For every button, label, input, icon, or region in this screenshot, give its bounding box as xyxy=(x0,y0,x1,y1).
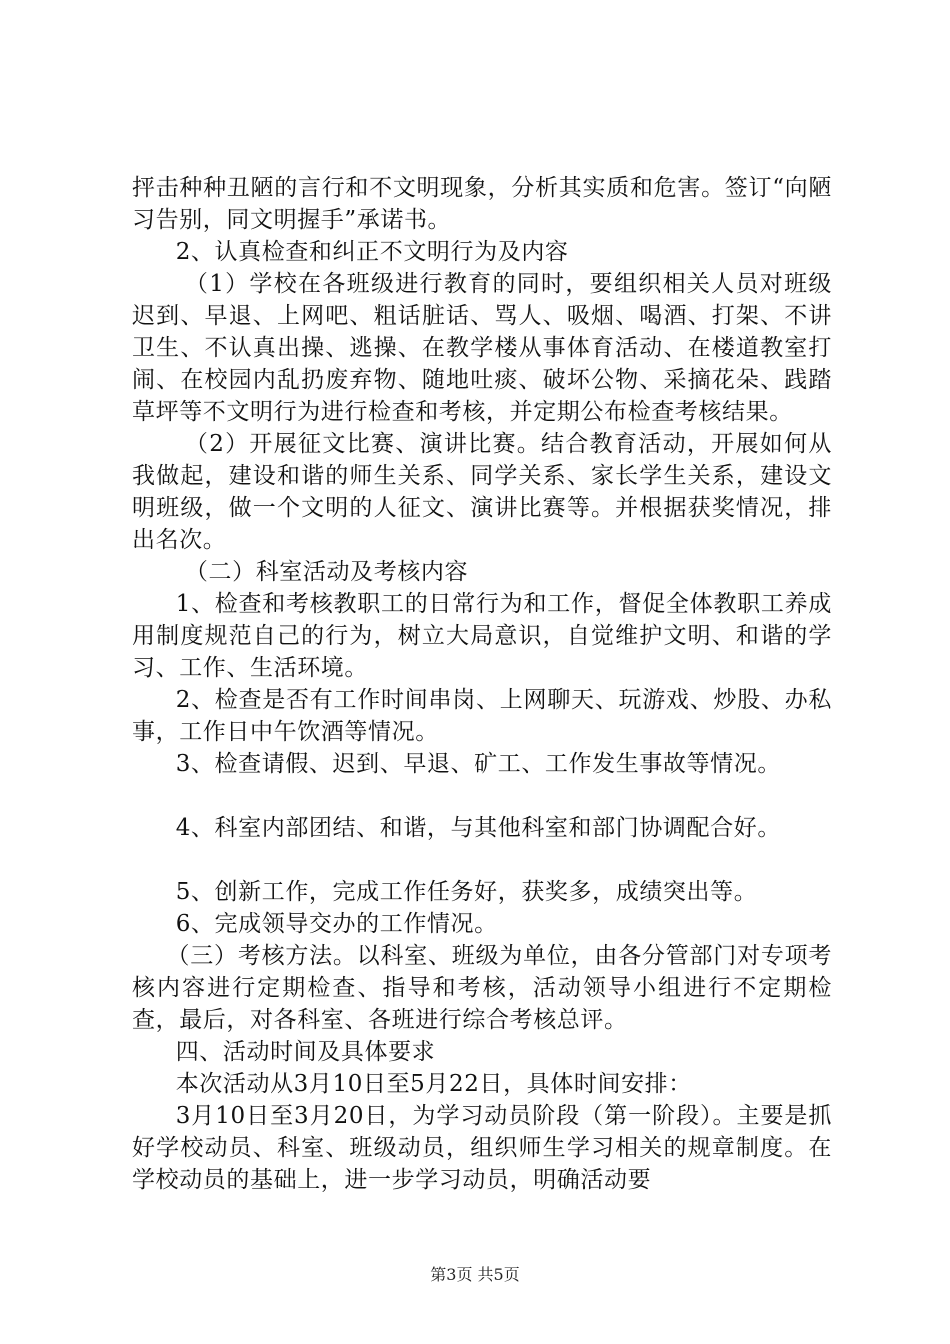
paragraph-14: 本次活动从3月10日至5月22日，具体时间安排： xyxy=(175,1071,692,1097)
paragraph-13: 四、活动时间及具体要求 xyxy=(175,1039,436,1065)
paragraph-5: （二）科室活动及考核内容 xyxy=(184,559,469,585)
page-footer xyxy=(0,1265,950,1285)
paragraph-10: 5、创新工作，完成工作任务好，获奖多，成绩突出等。 xyxy=(175,879,758,905)
paragraph-15: 3月10日至3月20日，为学习动员阶段（第一阶段）。主要是抓好学校动员、科室、班级动员，组织师生学习相关的规章制度。在学校动员的基础上，进一步学习动员，明确活动要 xyxy=(132,1103,832,1193)
page-number-label: 第3页 共5页 xyxy=(430,1265,520,1284)
paragraph-2: 2、认真检查和纠正不文明行为及内容 xyxy=(175,239,569,265)
paragraph-3: （1）学校在各班级进行教育的同时，要组织相关人员对班级迟到、早退、上网吧、粗话脏话、骂人、吸烟、喝酒、打架、不讲卫生、不认真出操、逃操、在教学楼从事体育活动、在楼道教室打闹、在校园内乱扔废弃物、随地吐痰、破坏公物、采摘花朵、践踏草坪等不文明行为进行检查和考核，并定期公布检查考核结果。 xyxy=(132,271,832,425)
paragraph-1: 抨击种种丑陋的言行和不文明现象，分析其实质和危害。签订“向陋习告别，同文明握手”承诺书。 xyxy=(132,175,832,233)
paragraph-7: 2、检查是否有工作时间串岗、上网聊天、玩游戏、炒股、办私事，工作日中午饮酒等情况。 xyxy=(132,687,832,745)
paragraph-11: 6、完成领导交办的工作情况。 xyxy=(175,911,498,937)
paragraph-4: （2）开展征文比赛、演讲比赛。结合教育活动，开展如何从我做起，建设和谐的师生关系、同学关系、家长学生关系，建设文明班级，做一个文明的人征文、演讲比赛等。并根据获奖情况，排出名次。 xyxy=(132,431,832,553)
paragraph-6: 1、检查和考核教职工的日常行为和工作，督促全体教职工养成用制度规范自己的行为，树立大局意识，自觉维护文明、和谐的学习、工作、生活环境。 xyxy=(132,591,832,681)
paragraph-12: （三）考核方法。以科室、班级为单位，由各分管部门对专项考核内容进行定期检查、指导和考核，活动领导小组进行不定期检查，最后，对各科室、各班进行综合考核总评。 xyxy=(132,943,832,1033)
paragraph-9: 4、科室内部团结、和谐，与其他科室和部门协调配合好。 xyxy=(175,815,781,841)
paragraph-8: 3、检查请假、迟到、早退、矿工、工作发生事故等情况。 xyxy=(175,751,781,777)
document-body xyxy=(132,172,832,1196)
